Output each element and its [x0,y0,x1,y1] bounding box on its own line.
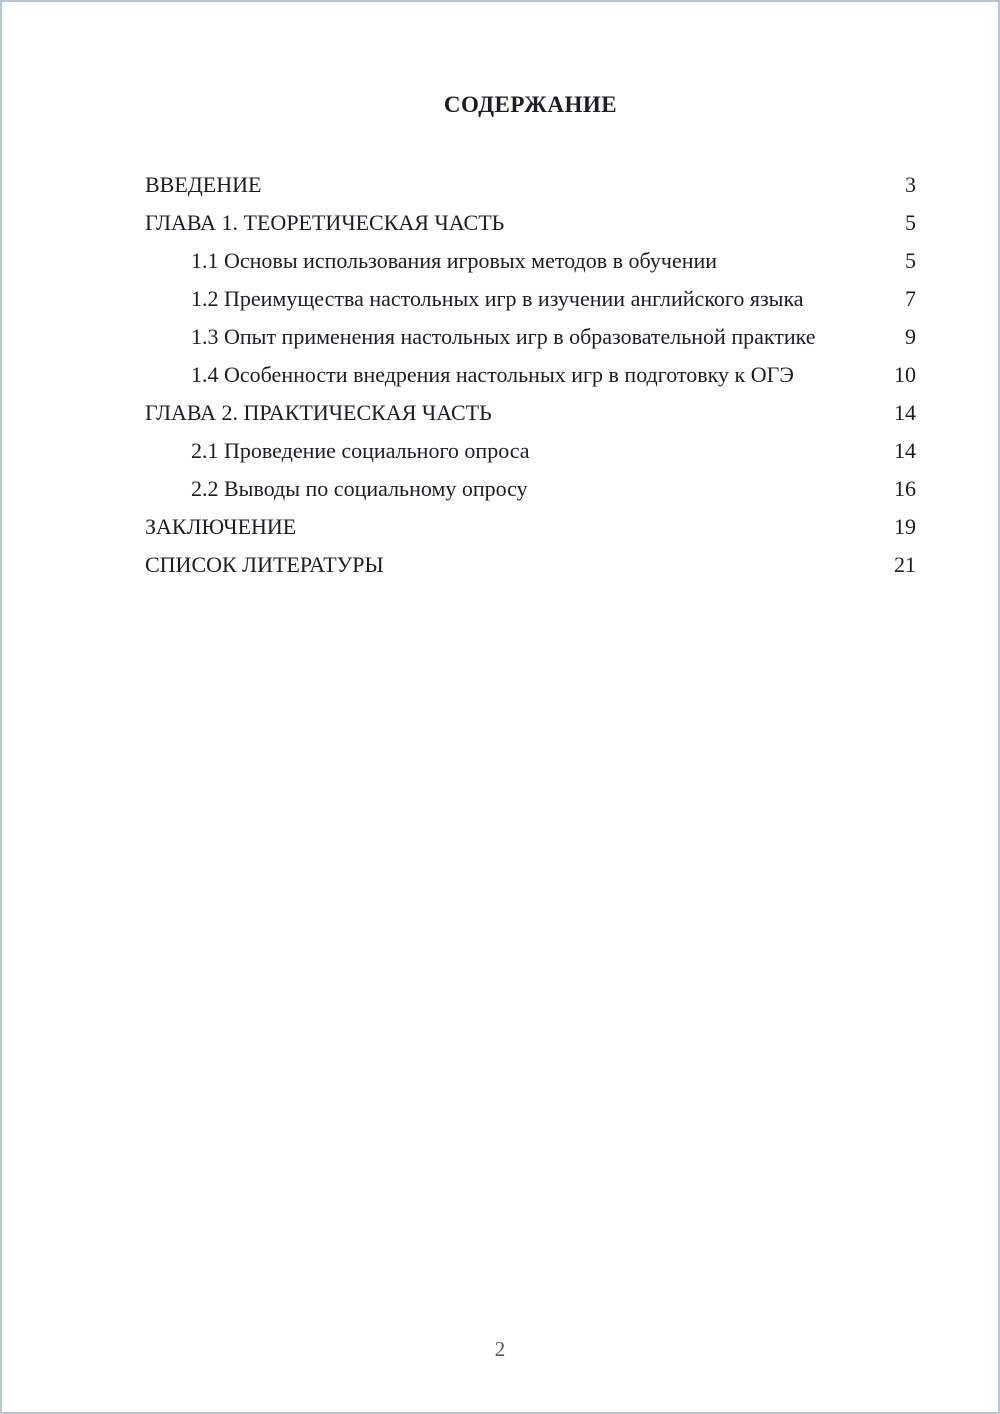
toc-entry [145,398,916,428]
toc-entry-label: 1.3 Опыт применения настольных игр в образовательной практике [191,324,816,349]
toc-entry-page: 19 [894,514,916,539]
toc-entry-page: 9 [905,324,916,349]
toc-entry-page: 3 [905,172,916,197]
toc-entry [145,436,916,466]
toc-entry-page: 21 [894,552,916,577]
toc-entry-label: 1.4 Особенности внедрения настольных игр в подготовку к ОГЭ [191,362,794,387]
toc-entry-label: ЗАКЛЮЧЕНИЕ [145,514,297,539]
page-title: СОДЕРЖАНИЕ [443,92,618,117]
toc-entry-page: 5 [905,248,916,273]
toc-entry-page: 7 [905,286,916,311]
toc-page [145,92,916,588]
toc-entry-label: 2.2 Выводы по социальному опросу [191,476,528,501]
toc-entry [145,360,916,390]
toc-entry [145,512,916,542]
toc-entry [145,322,916,352]
toc-entry [145,208,916,238]
toc-entry-label: ГЛАВА 2. ПРАКТИЧЕСКАЯ ЧАСТЬ [145,400,492,425]
toc-entry [145,284,916,314]
toc-entry-label: 1.1 Основы использования игровых методов в обучении [191,248,718,273]
toc-entry-label: 1.2 Преимущества настольных игр в изучении английского языка [191,286,804,311]
toc-entry [145,474,916,504]
toc-entry-page: 14 [894,400,916,425]
table-of-contents [145,170,916,580]
toc-entry-page: 10 [894,362,916,387]
toc-entry [145,246,916,276]
page-number: 2 [494,1337,506,1361]
toc-entry-page: 14 [894,438,916,463]
toc-entry-page: 16 [894,476,916,501]
toc-entry-label: СПИСОК ЛИТЕРАТУРЫ [145,552,384,577]
toc-entry-label: ГЛАВА 1. ТЕОРЕТИЧЕСКАЯ ЧАСТЬ [145,210,505,235]
toc-entry [145,550,916,580]
toc-entry-page: 5 [905,210,916,235]
toc-entry-label: 2.1 Проведение социального опроса [191,438,530,463]
toc-entry [145,170,916,200]
toc-entry-label: ВВЕДЕНИЕ [145,172,262,197]
